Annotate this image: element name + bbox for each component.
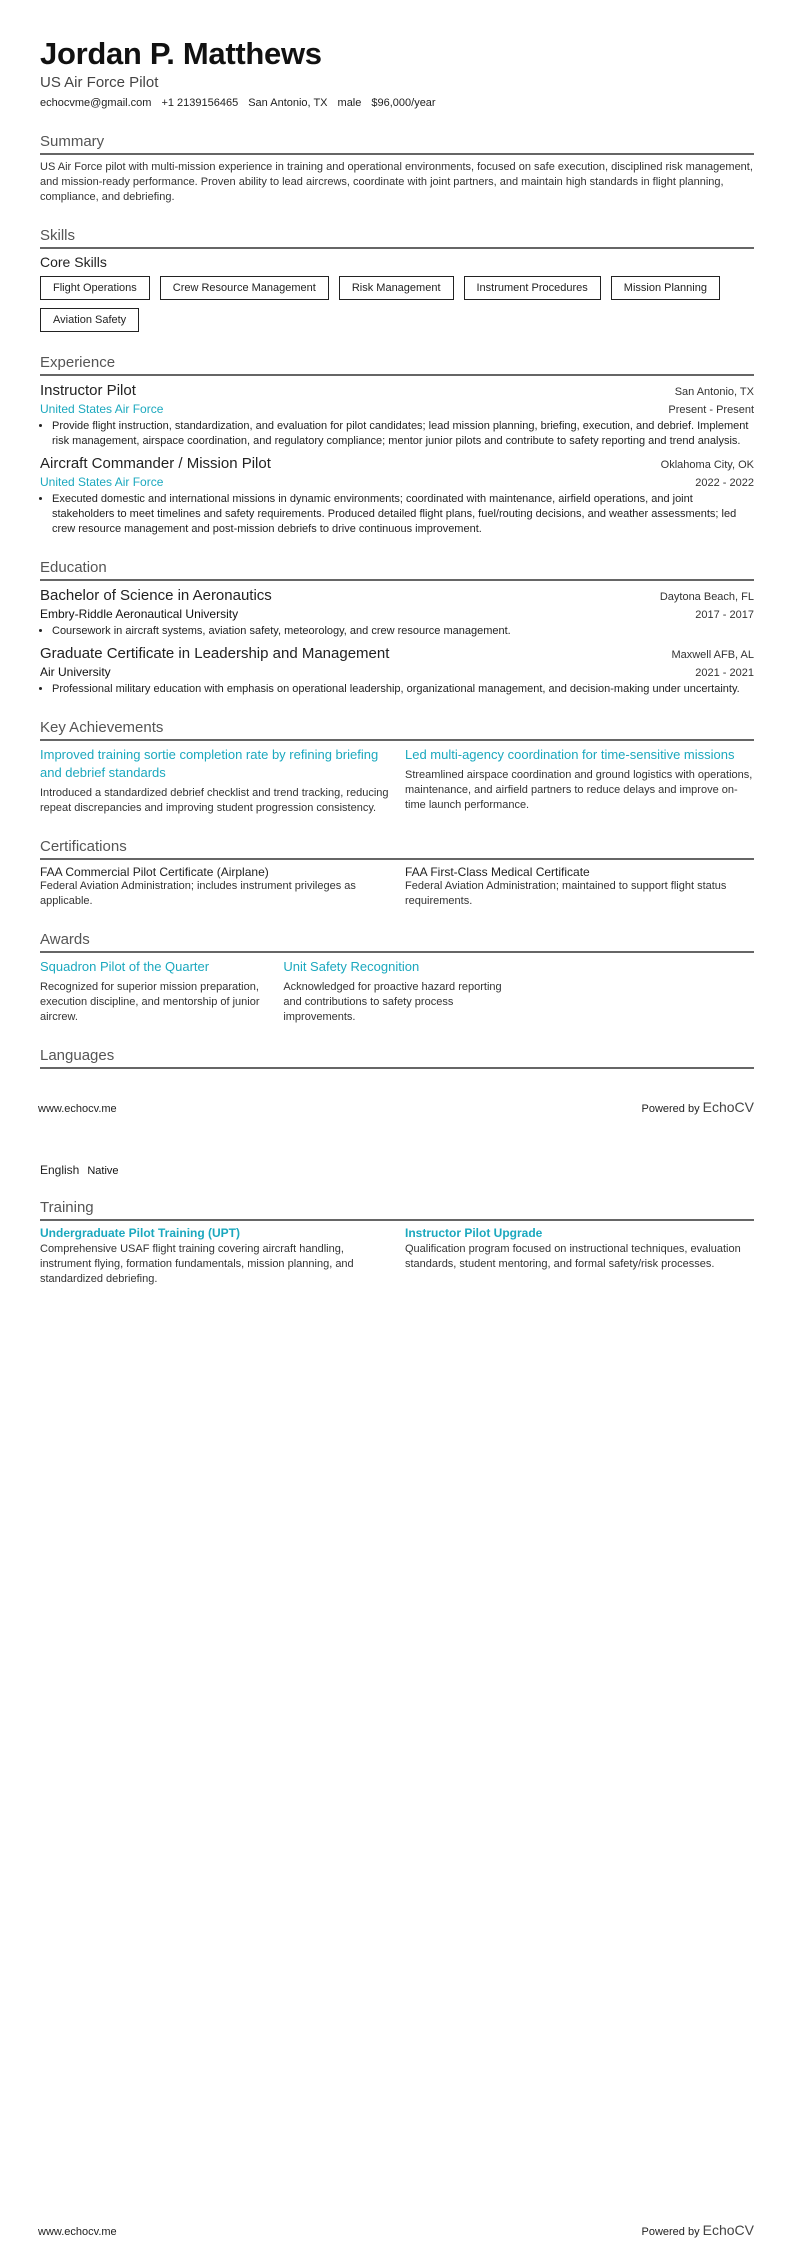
school-name: Embry-Riddle Aeronautical University [40,607,239,621]
skill-chip: Crew Resource Management [160,276,329,300]
section-heading: Education [40,559,754,581]
languages-section [40,1047,754,1069]
skill-chips [40,276,754,332]
training-title: Instructor Pilot Upgrade [405,1226,543,1240]
skill-group-title: Core Skills [40,254,107,270]
position-title: Instructor Pilot [40,382,136,399]
section-heading: Awards [40,931,754,953]
achievement-text: Introduced a standardized debrief checklist and trend tracking, reducing repeat discrepancies and improving student progression consistency. [40,787,389,814]
certification-text: Federal Aviation Administration; includes instrument privileges as applicable. [40,880,356,907]
award-title: Squadron Pilot of the Quarter [40,959,210,974]
achievement-title: Led multi-agency coordination for time-sensitive missions [405,747,735,762]
company-name: United States Air Force [40,475,164,489]
section-heading: Experience [40,354,754,376]
position-location: San Antonio, TX [674,386,754,398]
education-dates: 2021 - 2021 [695,667,754,679]
education-dates: 2017 - 2017 [695,609,754,621]
training-text: Comprehensive USAF flight training covering aircraft handling, instrument flying, formation fundamentals, mission planning, and standardized debriefing. [40,1243,354,1285]
education-entry [40,587,754,639]
powered-by-label: Powered by [641,1103,700,1115]
achievement-text: Streamlined airspace coordination and ground logistics with operations, maintenance, and airfield partners to reduce delays and improve on-time launch performance. [405,769,753,811]
position-dates: Present - Present [668,404,754,416]
section-heading: Summary [40,133,754,155]
page-footer [38,1099,754,1115]
language-name: English [40,1163,80,1177]
candidate-name: Jordan P. Matthews [40,36,322,71]
summary-section [40,133,754,205]
experience-entry [40,382,754,449]
school-location: Daytona Beach, FL [659,591,754,603]
certifications-section [40,838,754,909]
certification-item [40,865,389,909]
section-heading: Key Achievements [40,719,754,741]
training-item [40,1226,389,1287]
award-text: Acknowledged for proactive hazard reporting and contributions to safety process improvements. [283,981,502,1023]
experience-entry [40,455,754,537]
certification-text: Federal Aviation Administration; maintained to support flight status requirements. [405,880,727,907]
award-item [283,958,510,1025]
brand-logo: EchoCV [702,2222,754,2238]
section-heading: Skills [40,227,754,249]
achievement-title: Improved training sortie completion rate by refining briefing and debrief standards [40,747,379,780]
skill-chip: Instrument Procedures [464,276,601,300]
certification-title: FAA First-Class Medical Certificate [405,865,590,879]
salary: $96,000/year [371,97,436,109]
footer-site-link[interactable]: www.echocv.me [38,1103,117,1115]
school-name: Air University [40,665,111,679]
achievement-item [405,746,754,816]
email: echocvme@gmail.com [40,97,152,109]
training-title: Undergraduate Pilot Training (UPT) [40,1226,241,1240]
powered-by-label: Powered by [641,2226,700,2238]
award-title: Unit Safety Recognition [283,959,420,974]
skill-chip: Aviation Safety [40,308,139,332]
position-location: Oklahoma City, OK [660,459,754,471]
award-text: Recognized for superior mission preparation, execution discipline, and mentorship of junior aircrew. [40,981,260,1023]
degree: Bachelor of Science in Aeronautics [40,587,272,604]
degree: Graduate Certificate in Leadership and Management [40,645,390,662]
award-item [40,958,267,1025]
gender: male [337,97,362,109]
company-name: United States Air Force [40,402,164,416]
summary-text: US Air Force pilot with multi-mission experience in training and operational environments, focused on safe execution, disciplined risk management, and mission-ready performance. Proven ability to lead aircrews, coordinate with joint partners, and maintain high standards in flight planning, compliance, and debriefing. [40,161,753,203]
phone: +1 2139156465 [161,97,239,109]
page-2 [0,1123,794,2246]
position-title: Aircraft Commander / Mission Pilot [40,455,271,472]
section-heading: Certifications [40,838,754,860]
achievements-section [40,719,754,816]
language-item [40,1163,754,1177]
page-footer [38,2222,754,2238]
education-bullet: • Coursework in aircraft systems, aviation safety, meteorology, and crew resource management. [52,624,754,639]
contact-info [40,97,754,109]
skills-section [40,227,754,332]
skill-chip: Risk Management [339,276,454,300]
education-entry [40,645,754,697]
location: San Antonio, TX [248,97,328,109]
experience-bullet: • Provide flight instruction, standardization, and evaluation for pilot candidates; lead mission planning, briefing, execution, and debrief. Implement risk management, airspace coordination, and regulatory compliance; mentor junior pilots and contribute to safety reporting and trend analysis. [52,419,754,449]
skill-chip: Flight Operations [40,276,150,300]
achievement-item [40,746,389,816]
skill-chip: Mission Planning [611,276,720,300]
certification-title: FAA Commercial Pilot Certificate (Airplane) [40,865,269,879]
experience-bullet: • Executed domestic and international missions in dynamic environments; coordinated with maintenance, airfield operations, and joint stakeholders to meet timelines and safety requirements. Produced detailed flight plans, fuel/routing decisions, and weather assessments; led crew resource management and post-mission debriefs to drive continuous improvement. [52,492,754,537]
education-bullet: • Professional military education with emphasis on operational leadership, organizational management, and decision-making under uncertainty. [52,682,754,697]
school-location: Maxwell AFB, AL [671,649,754,661]
brand-logo: EchoCV [702,1099,754,1115]
footer-site-link[interactable]: www.echocv.me [38,2226,117,2238]
training-section [40,1199,754,1287]
awards-section [40,931,754,1025]
training-text: Qualification program focused on instructional techniques, evaluation standards, student mentoring, and formal safety/risk processes. [405,1243,741,1270]
language-level: Native [87,1165,119,1177]
job-title: US Air Force Pilot [40,74,159,91]
education-section [40,559,754,697]
experience-section [40,354,754,537]
section-heading: Training [40,1199,754,1221]
position-dates: 2022 - 2022 [695,477,754,489]
certification-item [405,865,754,909]
training-item [405,1226,754,1287]
section-heading: Languages [40,1047,754,1069]
